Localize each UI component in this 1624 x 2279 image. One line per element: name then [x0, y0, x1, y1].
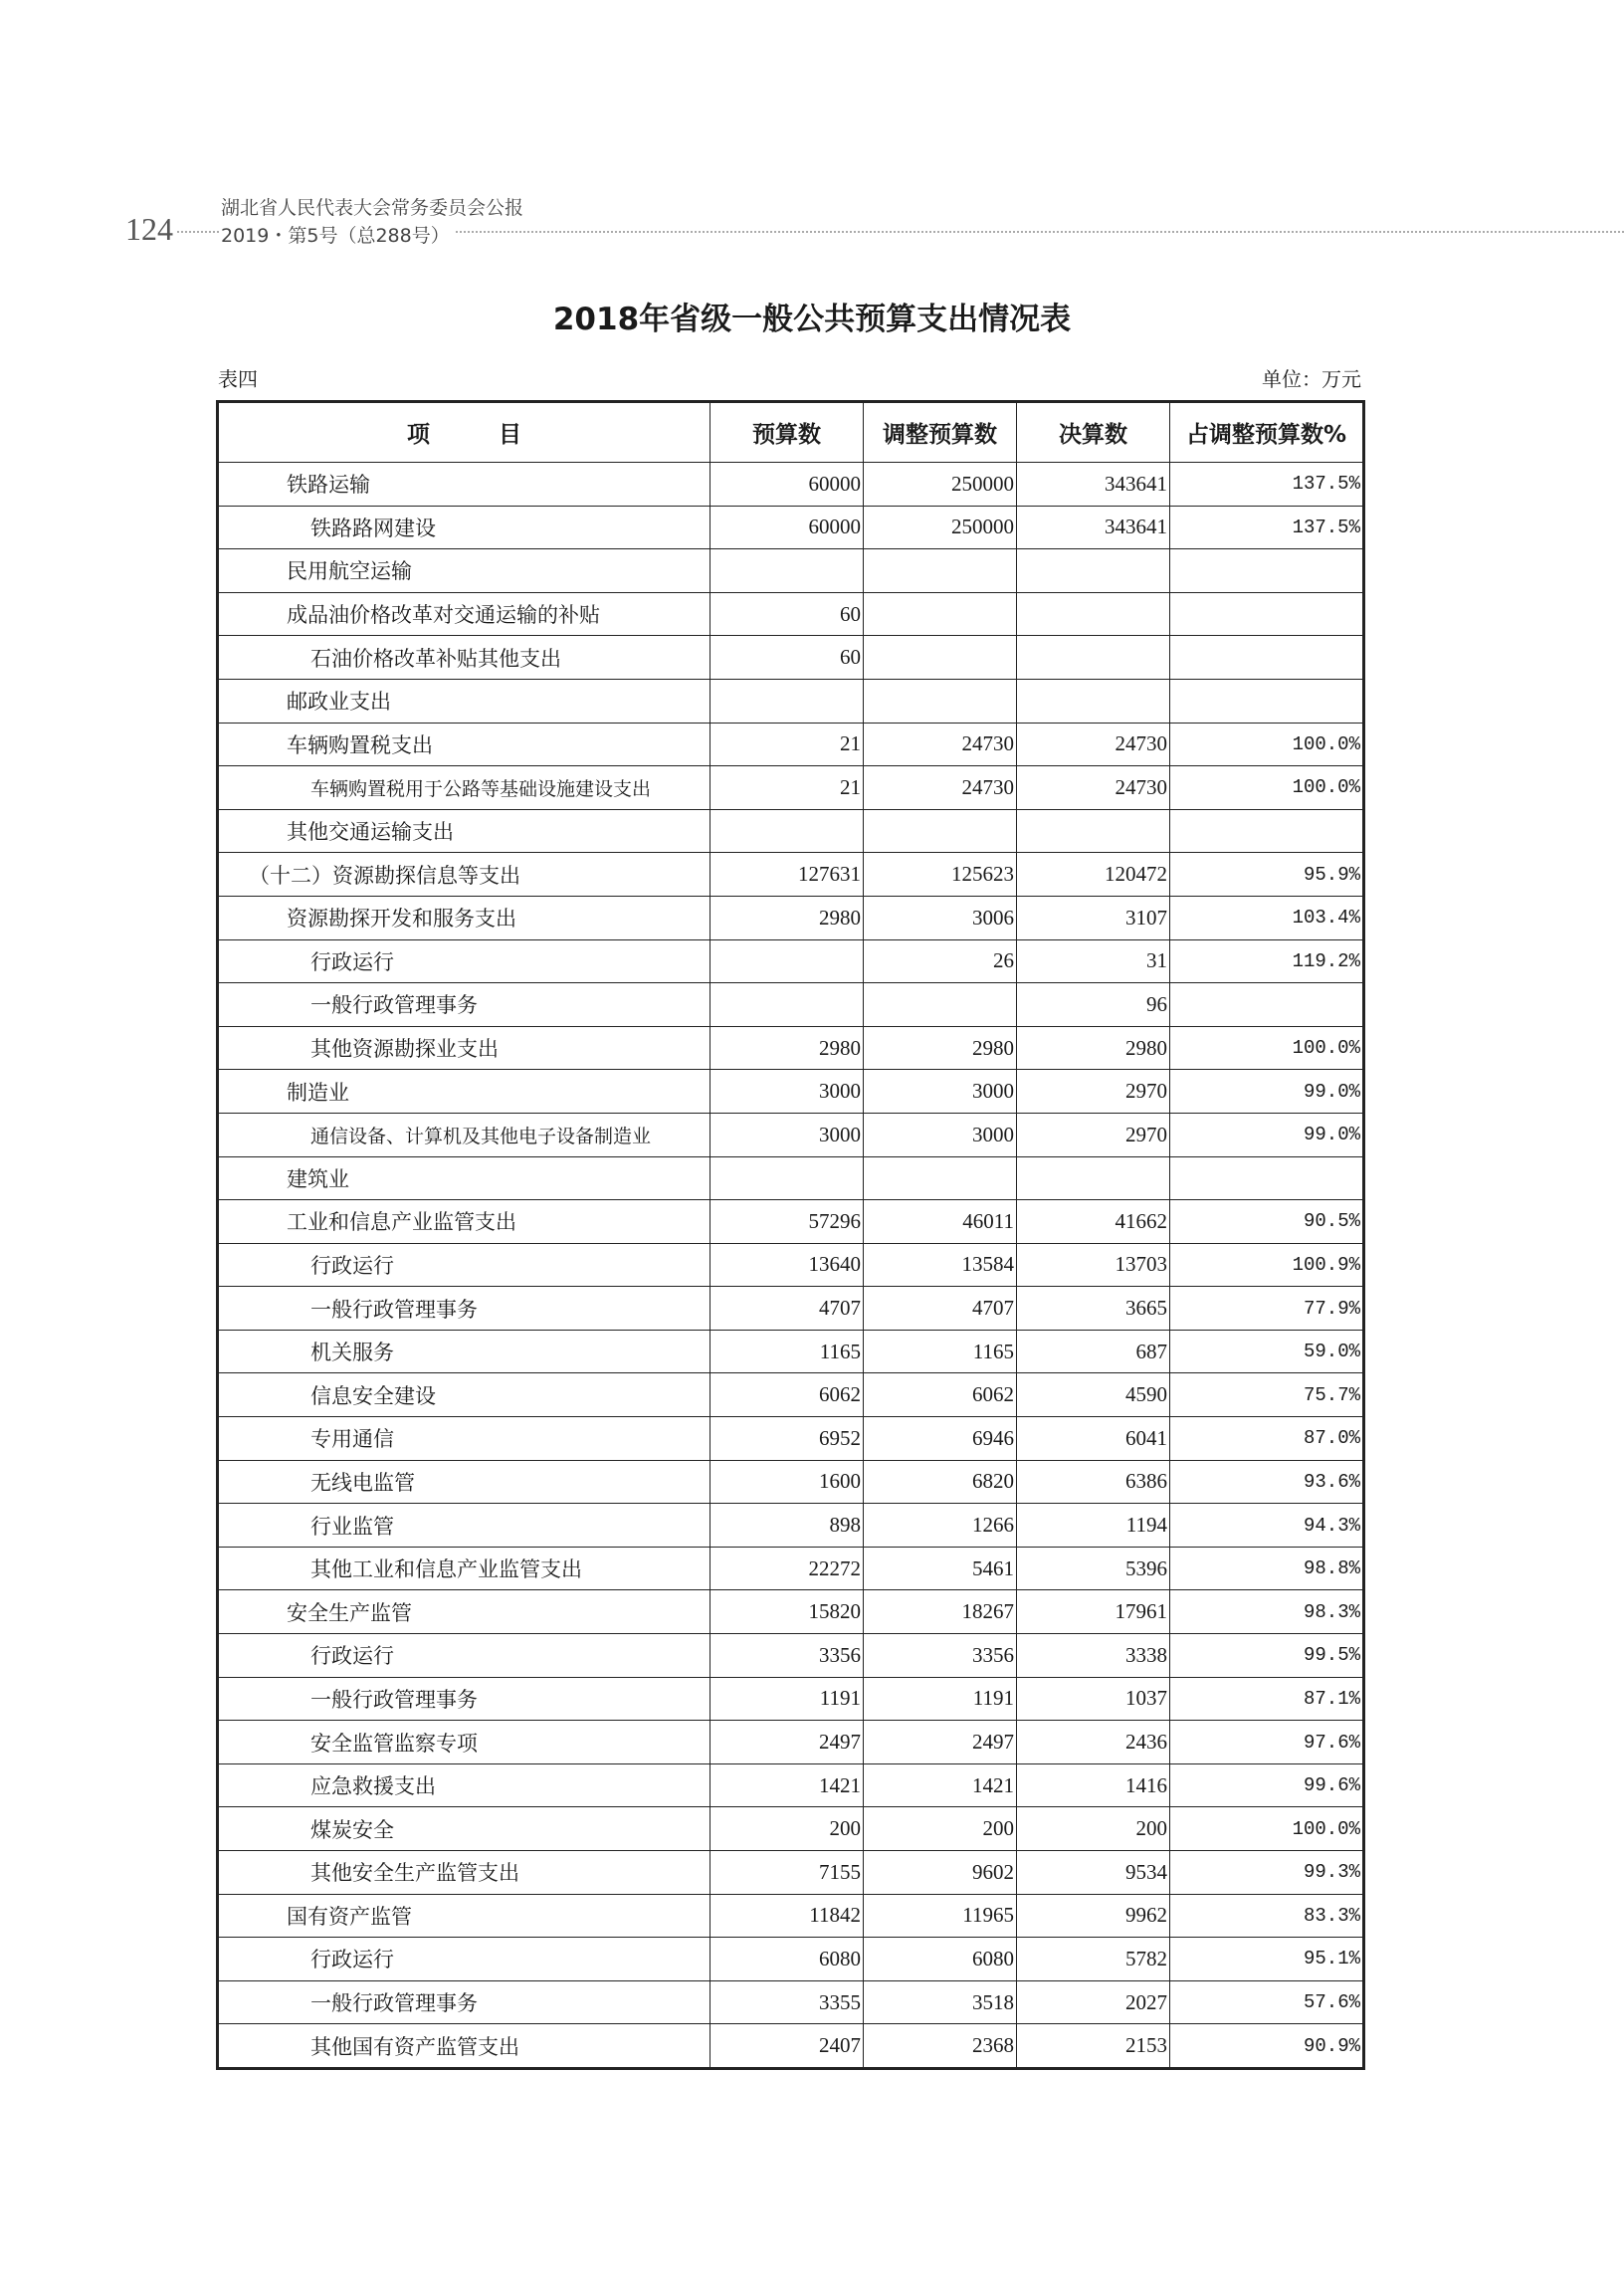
table-row	[218, 679, 1364, 723]
row-budget: 898	[710, 1504, 864, 1548]
row-final-amount: 24730	[1017, 766, 1170, 810]
row-item-name: 制造业	[218, 1070, 710, 1114]
row-budget	[710, 939, 864, 983]
row-adjusted-budget: 1266	[864, 1504, 1017, 1548]
table-row	[218, 463, 1364, 507]
table-row	[218, 1721, 1364, 1764]
col-header-item: 项 目	[218, 402, 710, 463]
row-adjusted-budget	[864, 549, 1017, 593]
row-final-amount: 13703	[1017, 1243, 1170, 1287]
row-final-amount: 2970	[1017, 1113, 1170, 1156]
row-item-name: 其他工业和信息产业监管支出	[218, 1547, 710, 1590]
row-budget: 3356	[710, 1634, 864, 1678]
row-adjusted-budget	[864, 592, 1017, 636]
row-percent	[1170, 592, 1364, 636]
table-row	[218, 939, 1364, 983]
table-row	[218, 1113, 1364, 1156]
row-percent: 137.5%	[1170, 463, 1364, 507]
row-item-name: （十二）资源勘探信息等支出	[218, 853, 710, 897]
row-budget: 60	[710, 636, 864, 680]
row-adjusted-budget: 125623	[864, 853, 1017, 897]
row-final-amount: 1037	[1017, 1677, 1170, 1721]
table-header-row	[218, 402, 1364, 463]
row-percent: 75.7%	[1170, 1373, 1364, 1417]
row-item-name: 国有资产监管	[218, 1894, 710, 1938]
row-percent: 99.3%	[1170, 1851, 1364, 1895]
row-percent	[1170, 636, 1364, 680]
row-final-amount: 31	[1017, 939, 1170, 983]
row-budget	[710, 809, 864, 853]
row-percent: 77.9%	[1170, 1287, 1364, 1331]
row-budget: 21	[710, 723, 864, 766]
row-percent: 98.8%	[1170, 1547, 1364, 1590]
row-adjusted-budget: 3006	[864, 896, 1017, 939]
table-row	[218, 1894, 1364, 1938]
row-item-name: 行业监管	[218, 1504, 710, 1548]
row-adjusted-budget: 250000	[864, 506, 1017, 549]
row-adjusted-budget: 1165	[864, 1330, 1017, 1373]
row-adjusted-budget: 1421	[864, 1763, 1017, 1807]
row-final-amount	[1017, 679, 1170, 723]
row-final-amount: 9534	[1017, 1851, 1170, 1895]
row-item-name: 一般行政管理事务	[218, 1677, 710, 1721]
row-item-name: 通信设备、计算机及其他电子设备制造业	[218, 1113, 710, 1156]
row-item-name: 铁路运输	[218, 463, 710, 507]
row-budget: 1191	[710, 1677, 864, 1721]
row-budget	[710, 983, 864, 1027]
row-adjusted-budget	[864, 636, 1017, 680]
row-final-amount: 5782	[1017, 1938, 1170, 1981]
row-percent: 98.3%	[1170, 1590, 1364, 1634]
row-budget: 6952	[710, 1417, 864, 1461]
row-final-amount: 3107	[1017, 896, 1170, 939]
row-percent: 93.6%	[1170, 1460, 1364, 1504]
row-final-amount: 687	[1017, 1330, 1170, 1373]
row-budget: 2407	[710, 2024, 864, 2069]
table-body	[218, 463, 1364, 2069]
row-adjusted-budget: 24730	[864, 766, 1017, 810]
row-final-amount: 6041	[1017, 1417, 1170, 1461]
row-final-amount: 3338	[1017, 1634, 1170, 1678]
row-budget: 6062	[710, 1373, 864, 1417]
page-number: 124	[125, 211, 173, 247]
table-row	[218, 1070, 1364, 1114]
row-adjusted-budget: 11965	[864, 1894, 1017, 1938]
table-row	[218, 853, 1364, 897]
row-adjusted-budget	[864, 809, 1017, 853]
row-percent: 99.5%	[1170, 1634, 1364, 1678]
row-budget	[710, 679, 864, 723]
row-final-amount: 200	[1017, 1807, 1170, 1851]
row-percent: 97.6%	[1170, 1721, 1364, 1764]
row-budget: 200	[710, 1807, 864, 1851]
row-budget: 15820	[710, 1590, 864, 1634]
row-percent: 119.2%	[1170, 939, 1364, 983]
table-id: 表四	[218, 367, 258, 391]
row-percent: 87.0%	[1170, 1417, 1364, 1461]
row-percent: 99.0%	[1170, 1113, 1364, 1156]
row-final-amount: 2980	[1017, 1026, 1170, 1070]
row-item-name: 其他资源勘探业支出	[218, 1026, 710, 1070]
table-row	[218, 1156, 1364, 1200]
row-percent: 94.3%	[1170, 1504, 1364, 1548]
table-row	[218, 896, 1364, 939]
row-budget: 60000	[710, 506, 864, 549]
table-row	[218, 1243, 1364, 1287]
row-percent	[1170, 549, 1364, 593]
row-percent: 59.0%	[1170, 1330, 1364, 1373]
row-budget: 1600	[710, 1460, 864, 1504]
row-item-name: 煤炭安全	[218, 1807, 710, 1851]
row-budget: 57296	[710, 1200, 864, 1244]
row-item-name: 一般行政管理事务	[218, 983, 710, 1027]
row-budget: 2980	[710, 896, 864, 939]
row-adjusted-budget: 3356	[864, 1634, 1017, 1678]
row-adjusted-budget: 2980	[864, 1026, 1017, 1070]
row-final-amount	[1017, 1156, 1170, 1200]
table-row	[218, 1373, 1364, 1417]
row-percent: 99.0%	[1170, 1070, 1364, 1114]
row-budget: 3000	[710, 1113, 864, 1156]
row-percent: 95.9%	[1170, 853, 1364, 897]
table-row	[218, 1677, 1364, 1721]
row-item-name: 机关服务	[218, 1330, 710, 1373]
row-final-amount: 1416	[1017, 1763, 1170, 1807]
unit-label: 单位：万元	[1262, 367, 1361, 391]
row-item-name: 车辆购置税用于公路等基础设施建设支出	[218, 766, 710, 810]
row-adjusted-budget: 4707	[864, 1287, 1017, 1331]
row-budget: 1421	[710, 1763, 864, 1807]
row-adjusted-budget: 6820	[864, 1460, 1017, 1504]
row-budget: 127631	[710, 853, 864, 897]
journal-title: 湖北省人民代表大会常务委员会公报	[221, 197, 524, 219]
row-item-name: 行政运行	[218, 1634, 710, 1678]
page-header	[0, 187, 1624, 267]
row-item-name: 其他交通运输支出	[218, 809, 710, 853]
row-percent: 100.0%	[1170, 1026, 1364, 1070]
row-budget: 13640	[710, 1243, 864, 1287]
row-budget: 4707	[710, 1287, 864, 1331]
row-budget: 60000	[710, 463, 864, 507]
row-percent: 90.9%	[1170, 2024, 1364, 2069]
row-percent: 95.1%	[1170, 1938, 1364, 1981]
row-final-amount: 2153	[1017, 2024, 1170, 2069]
table-row	[218, 592, 1364, 636]
row-adjusted-budget: 2368	[864, 2024, 1017, 2069]
table-row	[218, 1590, 1364, 1634]
row-budget	[710, 1156, 864, 1200]
table-row	[218, 506, 1364, 549]
table-row	[218, 1807, 1364, 1851]
table-row	[218, 2024, 1364, 2069]
table-row	[218, 1504, 1364, 1548]
budget-table	[216, 400, 1365, 2070]
row-final-amount: 1194	[1017, 1504, 1170, 1548]
table-row	[218, 1026, 1364, 1070]
table-row	[218, 723, 1364, 766]
row-adjusted-budget: 250000	[864, 463, 1017, 507]
col-header-final: 决算数	[1017, 402, 1170, 463]
row-final-amount: 24730	[1017, 723, 1170, 766]
row-item-name: 行政运行	[218, 1938, 710, 1981]
row-item-name: 邮政业支出	[218, 679, 710, 723]
row-item-name: 行政运行	[218, 939, 710, 983]
col-header-adjusted: 调整预算数	[864, 402, 1017, 463]
row-item-name: 一般行政管理事务	[218, 1980, 710, 2024]
row-final-amount: 17961	[1017, 1590, 1170, 1634]
table-row	[218, 636, 1364, 680]
row-percent: 100.0%	[1170, 1807, 1364, 1851]
row-adjusted-budget: 6946	[864, 1417, 1017, 1461]
row-final-amount: 4590	[1017, 1373, 1170, 1417]
row-adjusted-budget: 3000	[864, 1113, 1017, 1156]
row-adjusted-budget: 13584	[864, 1243, 1017, 1287]
row-item-name: 民用航空运输	[218, 549, 710, 593]
table-row	[218, 1330, 1364, 1373]
table-row	[218, 766, 1364, 810]
row-final-amount	[1017, 809, 1170, 853]
row-final-amount	[1017, 636, 1170, 680]
row-percent: 103.4%	[1170, 896, 1364, 939]
row-percent: 100.0%	[1170, 766, 1364, 810]
page-title: 2018年省级一般公共预算支出情况表	[552, 302, 1072, 337]
row-budget: 1165	[710, 1330, 864, 1373]
row-adjusted-budget: 3518	[864, 1980, 1017, 2024]
row-budget: 3000	[710, 1070, 864, 1114]
row-final-amount: 6386	[1017, 1460, 1170, 1504]
row-budget: 7155	[710, 1851, 864, 1895]
row-adjusted-budget	[864, 679, 1017, 723]
row-percent	[1170, 1156, 1364, 1200]
row-item-name: 无线电监管	[218, 1460, 710, 1504]
row-item-name: 一般行政管理事务	[218, 1287, 710, 1331]
row-percent: 90.5%	[1170, 1200, 1364, 1244]
row-final-amount: 41662	[1017, 1200, 1170, 1244]
table-row	[218, 1547, 1364, 1590]
row-percent	[1170, 679, 1364, 723]
row-final-amount: 3665	[1017, 1287, 1170, 1331]
row-percent: 100.0%	[1170, 723, 1364, 766]
row-item-name: 安全生产监管	[218, 1590, 710, 1634]
row-adjusted-budget	[864, 983, 1017, 1027]
row-final-amount: 5396	[1017, 1547, 1170, 1590]
row-final-amount: 343641	[1017, 463, 1170, 507]
row-adjusted-budget: 24730	[864, 723, 1017, 766]
row-final-amount: 2027	[1017, 1980, 1170, 2024]
row-adjusted-budget: 9602	[864, 1851, 1017, 1895]
row-final-amount: 2436	[1017, 1721, 1170, 1764]
row-item-name: 建筑业	[218, 1156, 710, 1200]
row-adjusted-budget: 1191	[864, 1677, 1017, 1721]
row-percent	[1170, 809, 1364, 853]
row-item-name: 工业和信息产业监管支出	[218, 1200, 710, 1244]
row-item-name: 车辆购置税支出	[218, 723, 710, 766]
row-item-name: 其他安全生产监管支出	[218, 1851, 710, 1895]
row-final-amount: 9962	[1017, 1894, 1170, 1938]
row-final-amount: 120472	[1017, 853, 1170, 897]
row-final-amount	[1017, 549, 1170, 593]
row-percent: 83.3%	[1170, 1894, 1364, 1938]
row-final-amount: 96	[1017, 983, 1170, 1027]
row-item-name: 安全监管监察专项	[218, 1721, 710, 1764]
row-final-amount: 2970	[1017, 1070, 1170, 1114]
row-final-amount	[1017, 592, 1170, 636]
row-budget: 60	[710, 592, 864, 636]
col-header-budget: 预算数	[710, 402, 864, 463]
table-row	[218, 983, 1364, 1027]
table-row	[218, 1634, 1364, 1678]
table-row	[218, 1200, 1364, 1244]
row-item-name: 行政运行	[218, 1243, 710, 1287]
row-item-name: 石油价格改革补贴其他支出	[218, 636, 710, 680]
row-final-amount: 343641	[1017, 506, 1170, 549]
row-item-name: 应急救援支出	[218, 1763, 710, 1807]
row-adjusted-budget: 6080	[864, 1938, 1017, 1981]
table-row	[218, 1417, 1364, 1461]
table-row	[218, 1980, 1364, 2024]
row-percent: 57.6%	[1170, 1980, 1364, 2024]
row-budget: 2980	[710, 1026, 864, 1070]
row-adjusted-budget: 5461	[864, 1547, 1017, 1590]
table-row	[218, 1287, 1364, 1331]
row-budget: 11842	[710, 1894, 864, 1938]
row-percent: 100.9%	[1170, 1243, 1364, 1287]
row-percent: 137.5%	[1170, 506, 1364, 549]
table-row	[218, 1763, 1364, 1807]
issue-label: 2019・第5号（总288号）	[221, 221, 456, 248]
table-row	[218, 1460, 1364, 1504]
row-percent: 99.6%	[1170, 1763, 1364, 1807]
col-header-percent: 占调整预算数%	[1170, 402, 1364, 463]
table-row	[218, 809, 1364, 853]
row-item-name: 信息安全建设	[218, 1373, 710, 1417]
row-adjusted-budget: 26	[864, 939, 1017, 983]
row-adjusted-budget: 18267	[864, 1590, 1017, 1634]
table-row	[218, 549, 1364, 593]
row-percent: 87.1%	[1170, 1677, 1364, 1721]
row-adjusted-budget: 3000	[864, 1070, 1017, 1114]
row-item-name: 铁路路网建设	[218, 506, 710, 549]
row-budget: 22272	[710, 1547, 864, 1590]
row-budget: 3355	[710, 1980, 864, 2024]
table-row	[218, 1938, 1364, 1981]
row-budget	[710, 549, 864, 593]
row-item-name: 专用通信	[218, 1417, 710, 1461]
row-adjusted-budget: 6062	[864, 1373, 1017, 1417]
row-item-name: 其他国有资产监管支出	[218, 2024, 710, 2069]
row-budget: 21	[710, 766, 864, 810]
row-adjusted-budget	[864, 1156, 1017, 1200]
row-item-name: 资源勘探开发和服务支出	[218, 896, 710, 939]
table-row	[218, 1851, 1364, 1895]
row-budget: 6080	[710, 1938, 864, 1981]
row-adjusted-budget: 2497	[864, 1721, 1017, 1764]
row-item-name: 成品油价格改革对交通运输的补贴	[218, 592, 710, 636]
row-adjusted-budget: 200	[864, 1807, 1017, 1851]
row-percent	[1170, 983, 1364, 1027]
row-budget: 2497	[710, 1721, 864, 1764]
row-adjusted-budget: 46011	[864, 1200, 1017, 1244]
